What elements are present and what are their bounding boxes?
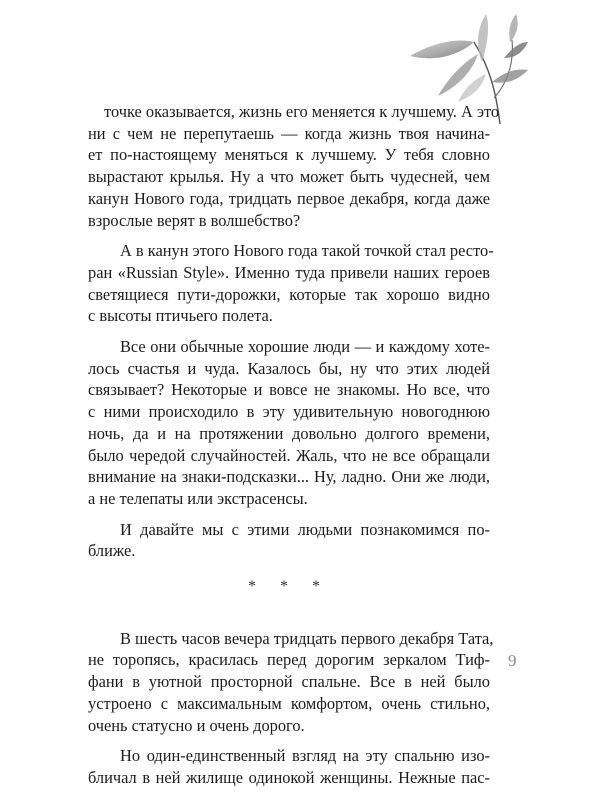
text-line: с высоты птичьего полета. — [88, 306, 273, 326]
text-line: ни с чем не перепутаешь — когда жизнь твоя начина- — [88, 123, 490, 143]
text-line: было чередой случайностей. Жаль, что не все обращали — [88, 445, 490, 465]
text-line: ран «Russian Style». Именно туда привели наших героев — [88, 262, 490, 282]
text-line: И давайте мы с этими людьми познакомимся по- — [120, 519, 490, 539]
text-line: фани в уютной просторной спальне. Все в ней было — [88, 672, 490, 692]
text-line: взрослые верят в волшебство? — [88, 210, 301, 230]
text-line: внимание на знаки-подсказки... Ну, ладно. Они же люди, — [88, 467, 490, 487]
text-line: В шесть часов вечера тридцать первого декабря Тата, — [120, 628, 494, 648]
paragraph — [88, 101, 500, 231]
text-line: Все они обычные хорошие люди — и каждому хоте- — [120, 337, 490, 357]
paragraph — [88, 745, 490, 788]
text-line: вырастают крылья. Ну а что может быть чудесней, чем — [88, 167, 490, 187]
text-line: не торопясь, красилась перед дорогим зеркалом Тиф- — [88, 650, 490, 670]
text-line: ет по-настоящему меняться к лучшему. У тебя словно — [88, 145, 490, 165]
text-line: связывает? Некоторые и вовсе не знакомы. Но все, что — [88, 380, 490, 400]
text-line: канун Нового года, тридцать первое декабря, когда даже — [88, 188, 490, 208]
section-separator: * * * — [248, 578, 330, 596]
page-number: 9 — [508, 651, 517, 670]
text-line: ночь, да и на протяжении довольно долгого времени, — [88, 423, 490, 443]
page-body — [88, 101, 500, 798]
text-line: А в канун этого Нового года такой точкой стал ресто- — [120, 241, 494, 261]
paragraph — [88, 628, 494, 737]
text-line: точке оказывается, жизнь его меняется к лучшему. А это — [104, 102, 500, 121]
text-line: устроено с максимальным комфортом, очень стильно, — [88, 693, 490, 713]
text-line: светящиеся пути-дорожки, которые так хорошо видно — [88, 284, 490, 304]
text-line: ближе. — [88, 541, 136, 561]
text-line: очень статусно и очень дорого. — [88, 715, 305, 735]
section-before-separator — [88, 101, 500, 562]
paragraph — [88, 240, 494, 327]
section-after-separator — [88, 628, 494, 789]
text-line: лось счастья и чуда. Казалось бы, ну что этих людей — [88, 358, 490, 378]
text-line: Но один-единственный взгляд на эту спальню изо- — [120, 746, 490, 766]
paragraph — [88, 519, 490, 562]
paragraph — [88, 336, 490, 510]
text-line: с ними происходило в эту удивительную новогоднюю — [88, 402, 490, 422]
text-line: а не телепаты или экстрасенсы. — [88, 488, 308, 508]
text-line: бличал в ней жилище одинокой женщины. Нежные пас- — [88, 767, 490, 787]
